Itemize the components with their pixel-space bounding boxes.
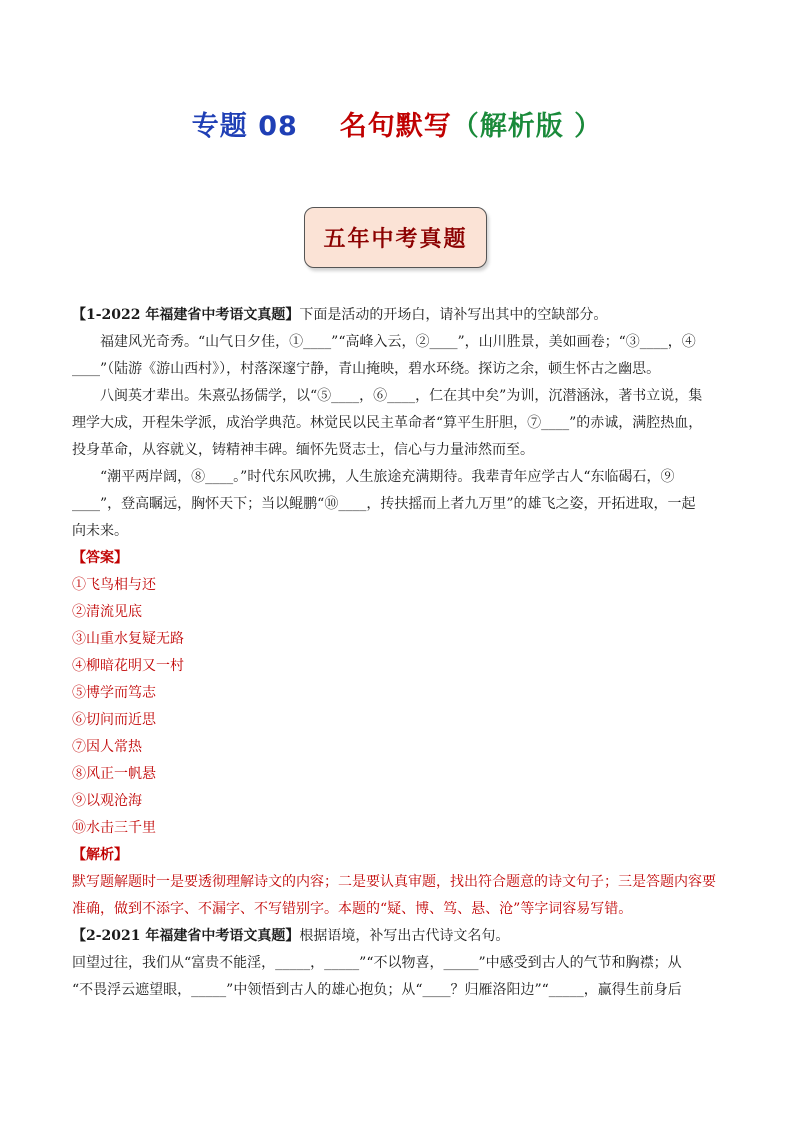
document-body [72,302,722,1004]
answer-item: ②清流见底 [72,604,142,620]
q1-line: 八闽英才辈出。朱熹弘扬儒学，以“⑤____，⑥____，仁在其中矣”为训，沉潜涵泳，著书立说，集 [100,388,703,404]
q1-line: 理学大成，开程朱学派，成治学典范。林觉民以民主革命者“算平生肝胆，⑦____”的赤诚，满腔热血， [72,415,703,431]
answer-item: ⑥切问而近思 [72,712,156,728]
answer-item: ⑦因人常热 [72,739,142,755]
title-edition: （解析版 ） [451,111,603,142]
q1-line: 向未来。 [72,523,128,539]
section-header: 五年中考真题 [304,207,487,268]
q1-prompt: 下面是活动的开场白，请补写出其中的空缺部分。 [299,307,608,323]
answer-item: ⑧风正一帆悬 [72,766,156,782]
answer-item: ⑨以观沧海 [72,793,142,809]
q2-line: “不畏浮云遮望眼，_____”中领悟到古人的雄心抱负；从“____？归雁洛阳边”“_____，赢得生前身后 [72,982,682,998]
q1-heading [72,302,722,329]
q1-line: 福建风光奇秀。“山气日夕佳，①____”“高峰入云，②____”，山川胜景，美如画卷；“③____，④ [100,334,696,350]
answer-item: ⑤博学而笃志 [72,685,156,701]
answer-label: 【答案】 [72,550,128,566]
q1-line: “潮平两岸阔，⑧____。”时代东风吹拂，人生旅途充满期待。我辈青年应学古人“东临碣石，⑨ [100,469,675,485]
title-topic-name: 名句默写 [339,111,452,142]
analysis-line: 准确，做到不添字、不漏字、不写错别字。本题的“疑、博、笃、悬、沧”等字词容易写错。 [72,901,633,917]
answer-item: ④柳暗花明又一村 [72,658,184,674]
answer-item: ①飞鸟相与还 [72,577,156,593]
q2-source: 【2-2021 年福建省中考语文真题】 [72,928,300,944]
answer-item: ③山重水复疑无路 [72,631,184,647]
title-topic-number: 专题 08 [191,111,298,142]
page-title [0,104,794,143]
q2-prompt: 根据语境，补写出古代诗文名句。 [299,928,510,944]
q2-heading [72,923,722,950]
q1-source: 【1-2022 年福建省中考语文真题】 [72,307,300,323]
q1-line: ____”，登高瞩远，胸怀天下；当以鲲鹏“⑩____，抟扶摇而上者九万里”的雄飞之姿，开拓进取，一起 [72,496,696,512]
analysis-label: 【解析】 [72,847,128,863]
q2-line: 回望过往，我们从“富贵不能淫，_____，_____”“不以物喜，_____”中感受到古人的气节和胸襟；从 [72,955,682,971]
q1-line: ____”（陆游《游山西村》），村落深邃宁静，青山掩映，碧水环绕。探访之余，顿生怀古之幽思。 [72,361,661,377]
q1-line: 投身革命，从容就义，铸精神丰碑。缅怀先贤志士，信心与力量沛然而至。 [72,442,534,458]
answer-item: ⑩水击三千里 [72,820,156,836]
analysis-line: 默写题解题时一是要透彻理解诗文的内容；二是要认真审题，找出符合题意的诗文句子；三是答题内容要 [72,874,716,890]
